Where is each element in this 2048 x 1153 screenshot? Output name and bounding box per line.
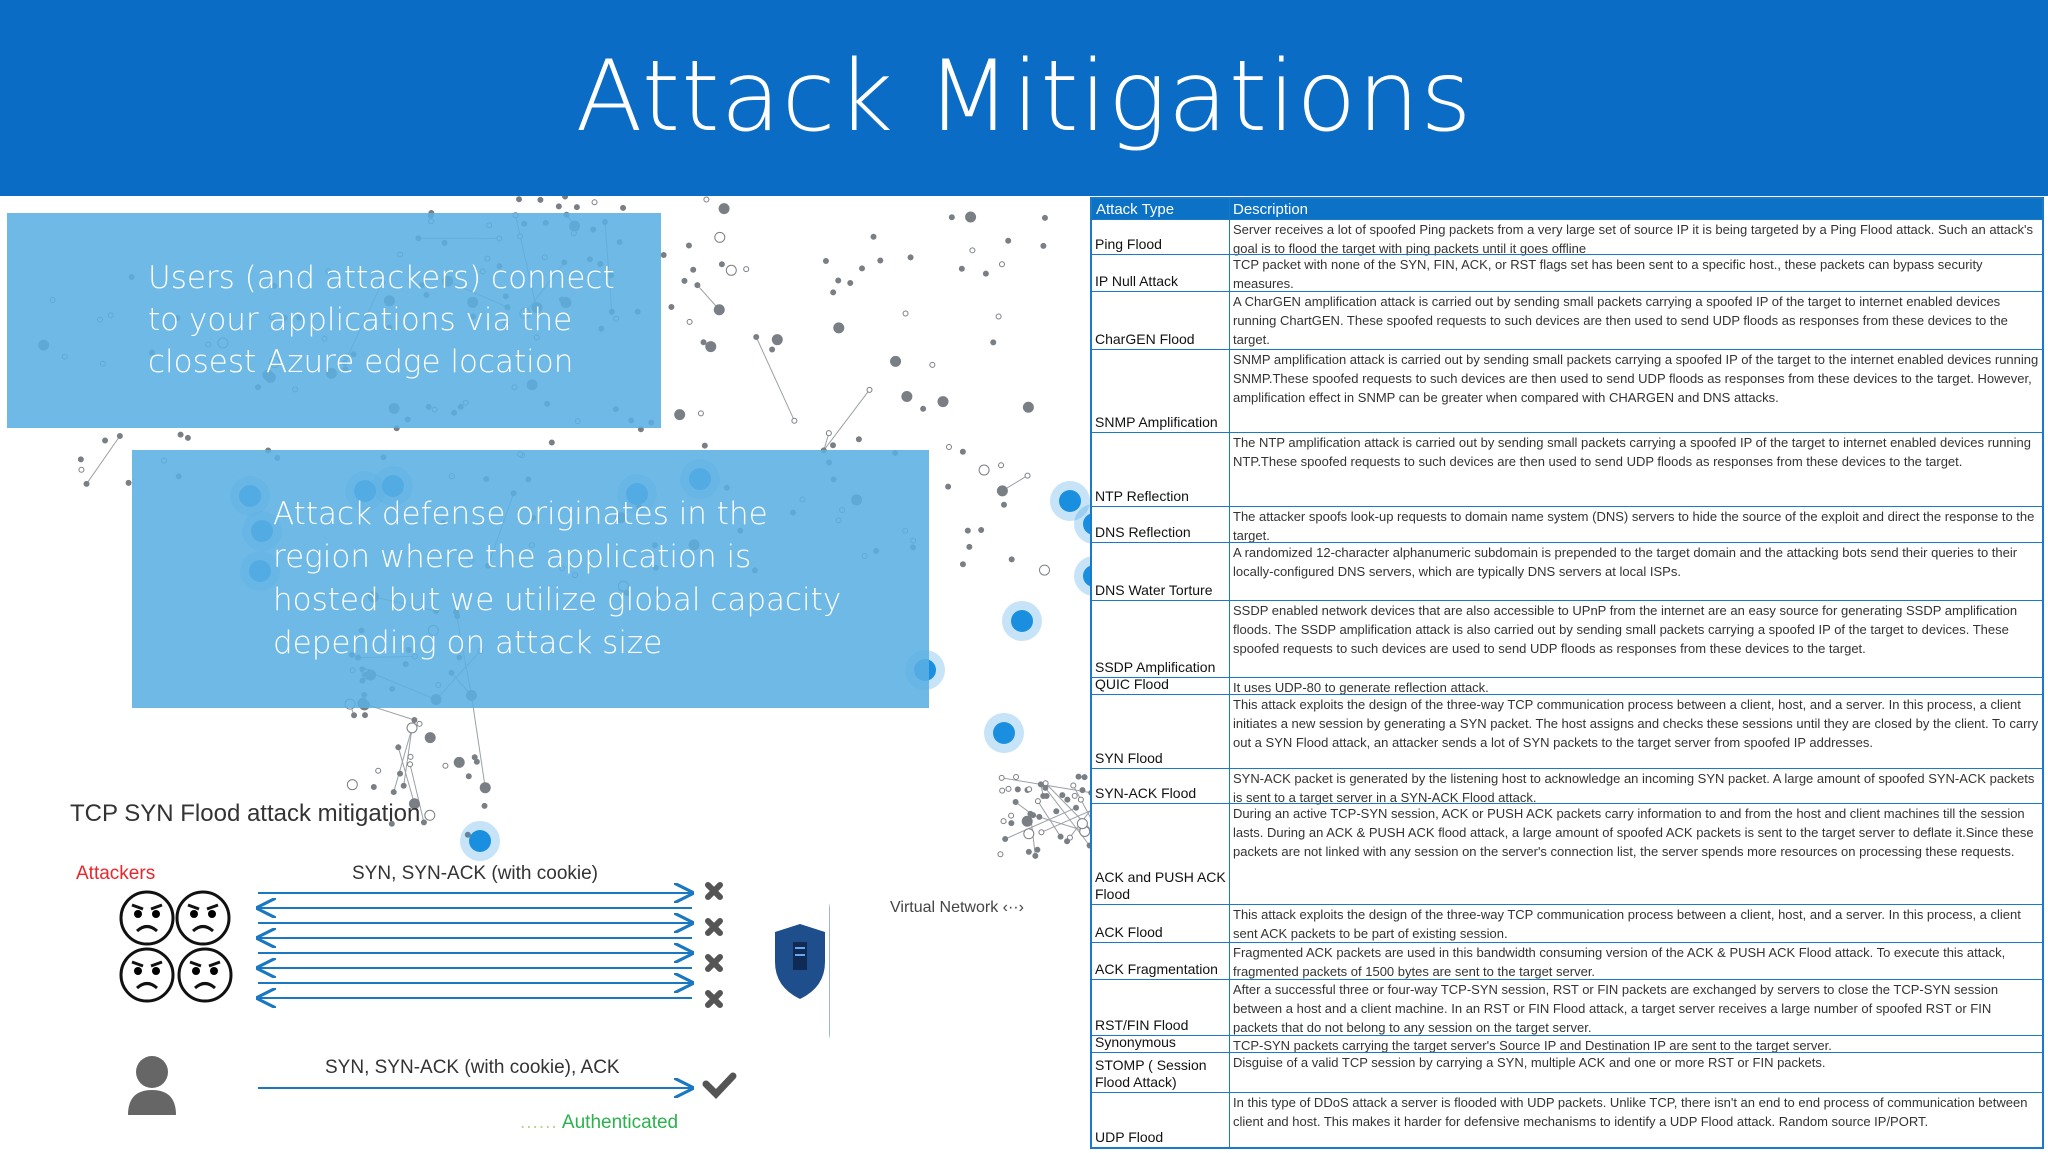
vnet-peering-icon: ‹··› bbox=[1002, 899, 1024, 916]
description-cell: In this type of DDoS attack a server is flooded with UDP packets. Unlike TCP, there isn't an end to end process of communication between client and host. This makes it harder for defensive mechanisms to identify a UDP Flood attack. Random source IP/PORT. bbox=[1233, 1095, 2028, 1129]
attack-type-cell: SNMP Amplification bbox=[1095, 414, 1218, 430]
attack-type-cell: RST/FIN Flood bbox=[1095, 1017, 1189, 1033]
attack-defense-text: Attack defense originates in the region where the application is hosted but we utilize global capacity depending on attack size bbox=[273, 496, 842, 661]
description-cell: SNMP amplification attack is carried out by sending small packets carrying a spoofed IP of the target to the internet enabled devices running SNMP.These spoofed requests to such devices are then used to send UDP floods as responses from these devices to the target. However, amplification effect in SNMP can be greater when compared with CHARGEN and DNS attacks. bbox=[1233, 352, 2039, 405]
table-row bbox=[1092, 542, 2042, 600]
attack-type-cell: ACK Fragmentation bbox=[1095, 961, 1218, 977]
attacker-face-icon bbox=[177, 892, 229, 944]
syn-flood-diagram bbox=[0, 870, 830, 1153]
virtual-network-label: Virtual Network ‹··› bbox=[890, 899, 1024, 916]
attack-type-cell: ACK and PUSH ACK Flood bbox=[1095, 869, 1226, 902]
description-cell: A CharGEN amplification attack is carried out by sending small packets carrying a spoofed IP of the target to internet enabled devices running ChartGEN. These spoofed requests to such devices are then used to send UDP floods as responses from these devices to the target. bbox=[1233, 294, 2008, 347]
authenticated-text: Authenticated bbox=[561, 1112, 679, 1133]
description-cell: TCP-SYN packets carrying the target server's Source IP and Destination IP are sent to the target server. bbox=[1233, 1038, 1832, 1053]
table-row bbox=[1092, 600, 2042, 677]
table-row bbox=[1092, 942, 2042, 979]
attack-type-cell: SYN Flood bbox=[1095, 750, 1163, 766]
syn-cookie-label: SYN, SYN-ACK (with cookie) bbox=[352, 863, 599, 884]
attack-type-cell: ACK Flood bbox=[1095, 924, 1163, 940]
table-row bbox=[1092, 1052, 2042, 1092]
attack-type-table bbox=[1090, 197, 2044, 1149]
attacker-face-icon bbox=[179, 949, 231, 1001]
attack-type-cell: DNS Water Torture bbox=[1095, 582, 1213, 598]
table-row bbox=[1092, 1035, 2042, 1052]
attacker-face-icon bbox=[121, 949, 173, 1001]
attack-type-cell: IP Null Attack bbox=[1095, 273, 1179, 289]
column-divider bbox=[1229, 199, 1230, 1147]
header-attack-type: Attack Type bbox=[1096, 201, 1175, 218]
description-cell: The NTP amplification attack is carried out by sending small packets carrying a spoofed IP of the target to internet enabled devices running NTP.These spoofed requests to such devices are then used to send UDP floods as responses from these devices to the target. bbox=[1233, 435, 2032, 469]
diagram-title: TCP SYN Flood attack mitigation bbox=[70, 800, 421, 827]
slide-header bbox=[0, 0, 2048, 196]
description-cell: This attack exploits the design of the three-way TCP communication process between a client, host, and a server. In this process, a client initiates a new session by generating a SYN packet. The host assigns and checks these sessions until they are closed by the client. To carry out a SYN Flood attack, an attacker sends a lot of SYN packets to the target server from spoofed IP addresses. bbox=[1233, 697, 2039, 750]
authenticated-dots: ...... bbox=[520, 1112, 558, 1133]
table-row bbox=[1092, 506, 2042, 542]
description-cell: Fragmented ACK packets are used in this bandwidth consuming version of the ACK & PUSH ACK Flood attack. To execute this attack, fragmented packets of 1500 bytes are sent to the target server. bbox=[1233, 945, 2006, 979]
attack-type-cell: CharGEN Flood bbox=[1095, 331, 1195, 347]
table-header bbox=[1092, 199, 2042, 219]
syn-cookie-ack-label: SYN, SYN-ACK (with cookie), ACK bbox=[325, 1057, 620, 1078]
edge-location-callout bbox=[7, 213, 661, 428]
table-row bbox=[1092, 694, 2042, 768]
description-cell: The attacker spoofs look-up requests to domain name system (DNS) servers to hide the source of the exploit and direct the response to the target. bbox=[1233, 509, 2035, 543]
ddos-shield-icon bbox=[775, 924, 825, 999]
table-row bbox=[1092, 768, 2042, 803]
description-cell: It uses UDP-80 to generate reflection attack. bbox=[1233, 680, 1489, 695]
description-cell: SYN-ACK packet is generated by the listening host to acknowledge an incoming SYN packet. A large amount of spoofed SYN-ACK packets is sent to a target server in a SYN-ACK Flood attack. bbox=[1233, 771, 2035, 805]
attackers-label: Attackers bbox=[76, 863, 156, 884]
attack-type-cell: DNS Reflection bbox=[1095, 524, 1191, 540]
header-description: Description bbox=[1233, 201, 1309, 218]
description-cell: SSDP enabled network devices that are also accessible to UPnP from the internet are an easy source for generating SSDP amplification floods. The SSDP amplification attack is also carried out by sending small packets carrying a spoofed IP of the target to devices. These spoofed requests to such devices are used to send UDP floods as responses from these devices to the target. bbox=[1233, 603, 2018, 656]
slide-title: Attack Mitigations bbox=[575, 40, 1473, 154]
table-row bbox=[1092, 803, 2042, 904]
attack-type-cell: UDP Flood bbox=[1095, 1129, 1164, 1145]
edge-location-text: Users (and attackers) connect to your applications via the closest Azure edge location bbox=[148, 260, 615, 380]
attack-type-cell: QUIC Flood bbox=[1095, 676, 1169, 692]
table-row bbox=[1092, 904, 2042, 942]
attack-type-cell: Synonymous bbox=[1095, 1034, 1176, 1050]
table-row bbox=[1092, 254, 2042, 291]
table-row bbox=[1092, 219, 2042, 254]
attack-type-cell: NTP Reflection bbox=[1095, 488, 1189, 504]
table-row bbox=[1092, 677, 2042, 694]
table-row bbox=[1092, 1092, 2042, 1147]
table-row bbox=[1092, 432, 2042, 506]
attacker-face-icon bbox=[121, 892, 173, 944]
description-cell: TCP packet with none of the SYN, FIN, ACK, or RST flags set has been sent to a specific host., these packets can bypass security measures. bbox=[1233, 257, 1983, 291]
description-cell: After a successful three or four-way TCP-SYN session, RST or FIN packets are exchanged by servers to close the TCP-SYN session between a host and a client machine. In an RST or FIN Flood attack, a target server receives a large number of spoofed RST or FIN packets that do not belong to any session on the target server. bbox=[1233, 982, 1999, 1035]
table-row bbox=[1092, 349, 2042, 432]
attack-type-cell: SSDP Amplification bbox=[1095, 659, 1216, 675]
table-row bbox=[1092, 291, 2042, 349]
user-icon bbox=[128, 1056, 176, 1115]
attack-type-cell: Ping Flood bbox=[1095, 236, 1162, 252]
attack-type-cell: SYN-ACK Flood bbox=[1095, 785, 1197, 801]
description-cell: A randomized 12-character alphanumeric subdomain is prepended to the target domain and the attacking bots send their queries to their locally-configured DNS servers, which are typically DNS servers at local ISPs. bbox=[1233, 545, 2018, 579]
description-cell: This attack exploits the design of the three-way TCP communication process between a client, host, and a server. In this process, a client sent ACK packets to be part of existing session. bbox=[1233, 907, 2021, 941]
check-icon bbox=[706, 1076, 733, 1094]
blocked-x-icon bbox=[708, 885, 720, 1005]
description-cell: Server receives a lot of spoofed Ping packets from a very large set of source IP it is being targeted by a Ping Flood attack. Such an attack's goal is to flood the target with ping packets until it goes offline bbox=[1233, 222, 2033, 256]
table-row bbox=[1092, 979, 2042, 1035]
attack-type-cell: STOMP ( Session Flood Attack) bbox=[1095, 1057, 1207, 1090]
description-cell: Disguise of a valid TCP session by carrying a SYN, multiple ACK and one or more RST or FIN packets. bbox=[1233, 1055, 1826, 1070]
description-cell: During an active TCP-SYN session, ACK or PUSH ACK packets carry information to and from the host and client machines till the session lasts. During an ACK & PUSH ACK flood attack, a large amount of spoofed ACK packets is sent to the target server to deflate it.Since these packets are not linked with any session on the server's connection list, the server spends more resources on processing these requests. bbox=[1233, 806, 2034, 859]
attack-arrows bbox=[258, 893, 692, 998]
attack-defense-callout bbox=[132, 450, 929, 708]
